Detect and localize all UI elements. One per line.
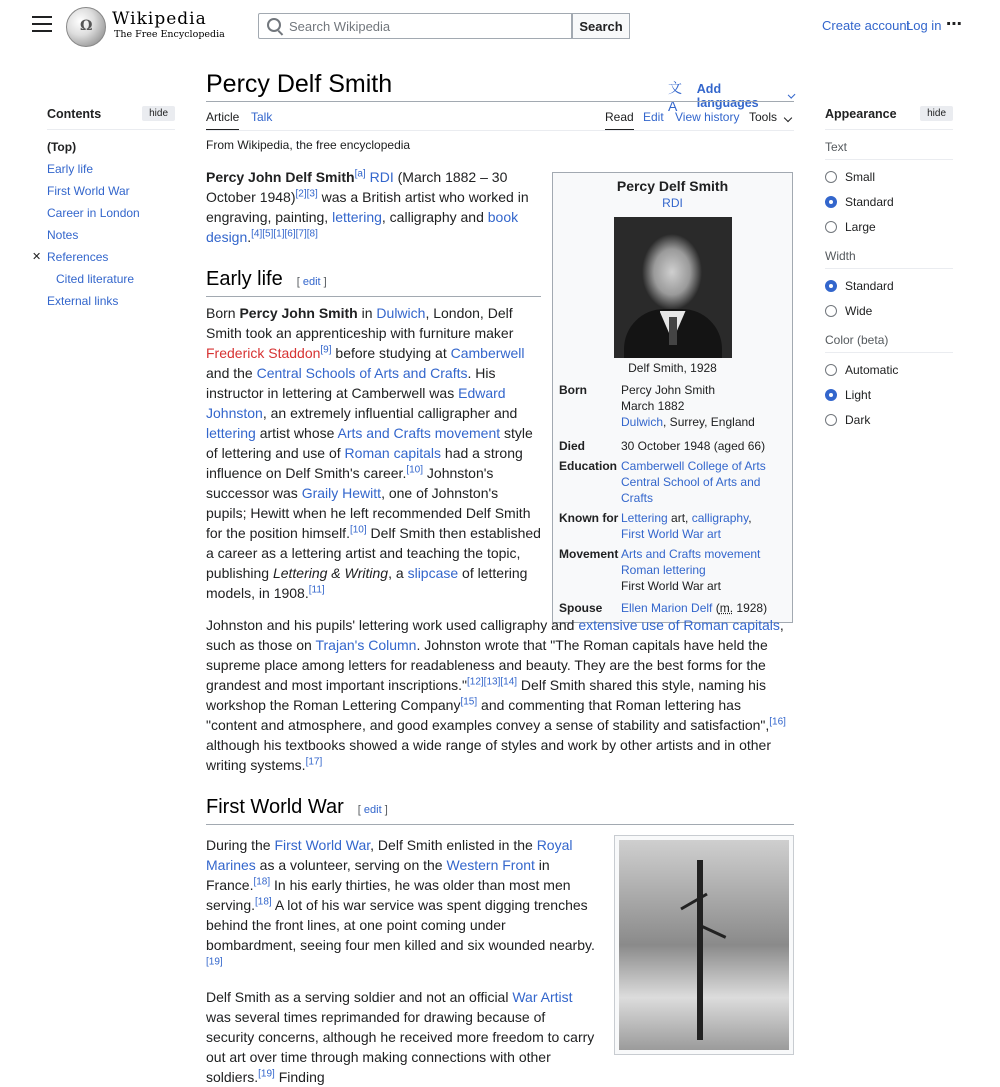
radio-label: Standard xyxy=(845,278,894,293)
main-menu-icon[interactable] xyxy=(32,16,52,34)
toc-item-external-links[interactable]: External links xyxy=(47,294,119,308)
movement-label: Movement xyxy=(559,547,619,561)
spouse-link[interactable]: Ellen Marion Delf xyxy=(621,601,713,615)
born-place-rest: , Surrey, England xyxy=(663,415,755,429)
calligraphy-link[interactable]: calligraphy xyxy=(691,511,749,525)
page-title: Percy Delf Smith xyxy=(206,70,393,98)
search-field xyxy=(258,13,572,39)
more-options-icon[interactable]: ⋯ xyxy=(946,16,963,33)
died-value: 30 October 1948 (aged 66) xyxy=(621,439,766,453)
dulwich-link[interactable]: Dulwich xyxy=(621,415,664,429)
chevron-down-icon xyxy=(787,90,795,98)
born-label: Born xyxy=(559,383,587,397)
central-school-link[interactable]: Central School of Arts and Crafts xyxy=(621,475,761,505)
born-date: March 1882 xyxy=(621,399,685,413)
tab-tools[interactable] xyxy=(749,108,791,129)
toc-item-cited-literature[interactable]: Cited literature xyxy=(56,272,135,286)
tab-article[interactable]: Article xyxy=(206,108,239,131)
radio-label: Standard xyxy=(845,194,894,209)
tab-edit[interactable]: Edit xyxy=(643,110,664,124)
toc-title: Contents xyxy=(47,106,102,121)
toc-item-early-life[interactable]: Early life xyxy=(47,162,94,176)
text-size-label: Text xyxy=(825,140,953,160)
camberwell-link[interactable]: Camberwell College of Arts xyxy=(621,459,766,473)
table-of-contents xyxy=(32,106,175,312)
toc-hide-button[interactable]: hide xyxy=(142,106,175,121)
appearance-hide-button[interactable]: hide xyxy=(920,106,953,121)
early-life-paragraph-1: Born Percy John Smith in Dulwich, London, Delf Smith took an apprenticeship with furniture maker Frederick Staddon[9] before studying at Camberwell and the Central Schools of Arts and Crafts. His instructor in lettering at Camberwell was Edward Johnston, an extremely influential calligrapher and lettering artist whose Arts and Crafts movement style of lettering and use of Roman capitals had a strong influence on Delf Smith's career.[10] Johnston's successor was Graily Hewitt, one of Johnston's pupils; Hewitt when he left recommended Delf Smith for the position himself.[10] Delf Smith then established a career as a lettering artist and teaching the topic, publishing Lettering & Writing, a slipcase of lettering models, in 1908.[11] xyxy=(206,305,541,601)
width-standard-radio[interactable] xyxy=(825,273,953,298)
width-wide-radio[interactable] xyxy=(825,298,953,323)
search-input[interactable] xyxy=(287,16,566,36)
color-dark-radio[interactable] xyxy=(825,407,953,432)
born-name: Percy John Smith xyxy=(621,383,716,397)
early-life-heading: Early life [ edit ] xyxy=(206,268,327,290)
page-tabs xyxy=(206,108,794,130)
text-standard-radio[interactable] xyxy=(825,189,953,214)
movement-ww1-art: First World War art xyxy=(621,579,722,593)
edit-early-life-link[interactable]: edit xyxy=(302,276,321,288)
search-icon xyxy=(267,18,281,32)
roman-lettering-link[interactable]: Roman lettering xyxy=(621,563,706,577)
arts-crafts-movement-link[interactable]: Arts and Crafts movement xyxy=(621,547,761,561)
wikipedia-tagline: The Free Encyclopedia xyxy=(114,29,225,40)
text-small-radio[interactable] xyxy=(825,164,953,189)
ww1-paragraph-1: During the First World War, Delf Smith enlisted in the Royal Marines as a volunteer, serving on the Western Front in France.[18] In his early thirties, he was older than most men serving.[18] A lot of his war service was spent digging trenches behind the front lines, at one point coming under bombardment, seeing four men killed and six wounded nearby.[19] xyxy=(206,837,595,968)
radio-label: Large xyxy=(845,219,876,234)
spouse-label: Spouse xyxy=(559,601,603,615)
radio-label: Dark xyxy=(845,412,871,427)
radio-label: Light xyxy=(845,387,872,402)
ww1-art-link[interactable]: First World War art xyxy=(621,527,722,541)
search-button[interactable]: Search xyxy=(572,13,630,39)
education-label: Education xyxy=(559,459,618,473)
tab-talk[interactable]: Talk xyxy=(251,110,273,124)
tools-label: Tools xyxy=(749,110,778,124)
lettering-link[interactable]: Lettering xyxy=(621,511,668,525)
color-automatic-radio[interactable] xyxy=(825,357,953,382)
infobox-title: Percy Delf Smith xyxy=(616,178,729,194)
ww1-heading: First World War [ edit ] xyxy=(206,796,388,818)
toc-item-notes[interactable]: Notes xyxy=(47,228,79,242)
tab-read[interactable]: Read xyxy=(605,108,634,131)
appearance-title: Appearance xyxy=(825,106,897,121)
radio-label: Automatic xyxy=(845,362,899,377)
infobox-rdi-link[interactable]: RDI xyxy=(662,196,683,210)
header xyxy=(0,0,1000,52)
wikipedia-globe-logo[interactable]: Ω xyxy=(66,7,106,47)
chevron-down-icon xyxy=(784,114,792,122)
add-languages-label: Add languages xyxy=(696,82,759,110)
married-abbr: m. xyxy=(719,601,734,615)
log-in-link[interactable]: Log in xyxy=(906,18,942,33)
lead-paragraph: Percy John Delf Smith[a] RDI (March 1882 – 30 October 1948)[2][3] was a British artist who worked in engraving, painting, lettering, calligraphy and book design.[4][5][1][6][7][8] xyxy=(206,168,529,245)
wikipedia-wordmark[interactable]: Wikipedia xyxy=(112,9,207,29)
edit-ww1-link[interactable]: edit xyxy=(363,804,382,816)
radio-label: Small xyxy=(845,169,876,184)
appearance-panel xyxy=(825,106,953,432)
known-sep: art, xyxy=(667,511,692,525)
infobox: Percy Delf Smith RDI Delf Smith, 1928 Born Percy John Smith March 1882 Dulwich, Surrey, England Died 30 October 1948 (aged 66) Education Camberwell College of Arts Central School of Arts and Crafts Known for Lettering art, calligraphy, First World War art Movement Arts and Crafts movement Roman lettering First World War art Spouse Ellen Marion Delf (m. 1928) xyxy=(552,172,793,623)
translate-icon: 文A xyxy=(668,80,682,114)
toc-item-career-in-london[interactable]: Career in London xyxy=(47,206,140,220)
toc-collapse-icon[interactable]: ✕ xyxy=(32,251,42,263)
from-wikipedia-note: From Wikipedia, the free encyclopedia xyxy=(206,138,411,152)
photo-caption: Delf Smith, 1928 xyxy=(628,361,717,375)
article-body xyxy=(206,167,794,1087)
early-life-heading-wrap xyxy=(206,269,541,297)
radio-label: Wide xyxy=(845,303,873,318)
text-large-radio[interactable] xyxy=(825,214,953,239)
create-account-link[interactable]: Create account xyxy=(822,18,911,33)
width-label: Width xyxy=(825,249,953,269)
toc-item-first-world-war[interactable]: First World War xyxy=(47,184,130,198)
toc-item-top[interactable]: (Top) xyxy=(47,140,77,154)
ww1-paragraph-2: Delf Smith as a serving soldier and not an official War Artist was several times reprimanded for drawing because of security concerns, although he received more freedom to carry out art over time through making connections with other soldiers.[19] Finding xyxy=(206,989,595,1085)
early-life-paragraph-2: Johnston and his pupils' lettering work used calligraphy and extensive use of Roman capitals, such as those on Trajan's Column. Johnston wrote that "The Roman capitals have held the supreme place among letters for readableness and beauty. They are the best forms for the grandest and most important inscriptions."[12][13][14] Delf Smith shared this style, naming his workshop the Roman Lettering Company[15] and commenting that Roman lettering has "content and atmosphere, and good examples convey a sense of stability and satisfaction",[16] although his textbooks showed a wide range of styles and work by other artists and in other writing systems.[17] xyxy=(206,617,786,773)
color-label: Color (beta) xyxy=(825,333,953,353)
tab-view-history[interactable]: View history xyxy=(675,110,740,124)
color-light-radio[interactable] xyxy=(825,382,953,407)
died-label: Died xyxy=(559,439,586,453)
ww1-heading-wrap xyxy=(206,797,794,825)
spouse-year: 1928) xyxy=(733,601,768,615)
war-drawing-image[interactable] xyxy=(614,835,794,1055)
toc-item-references[interactable]: References xyxy=(47,250,109,264)
known-for-label: Known for xyxy=(559,511,619,525)
